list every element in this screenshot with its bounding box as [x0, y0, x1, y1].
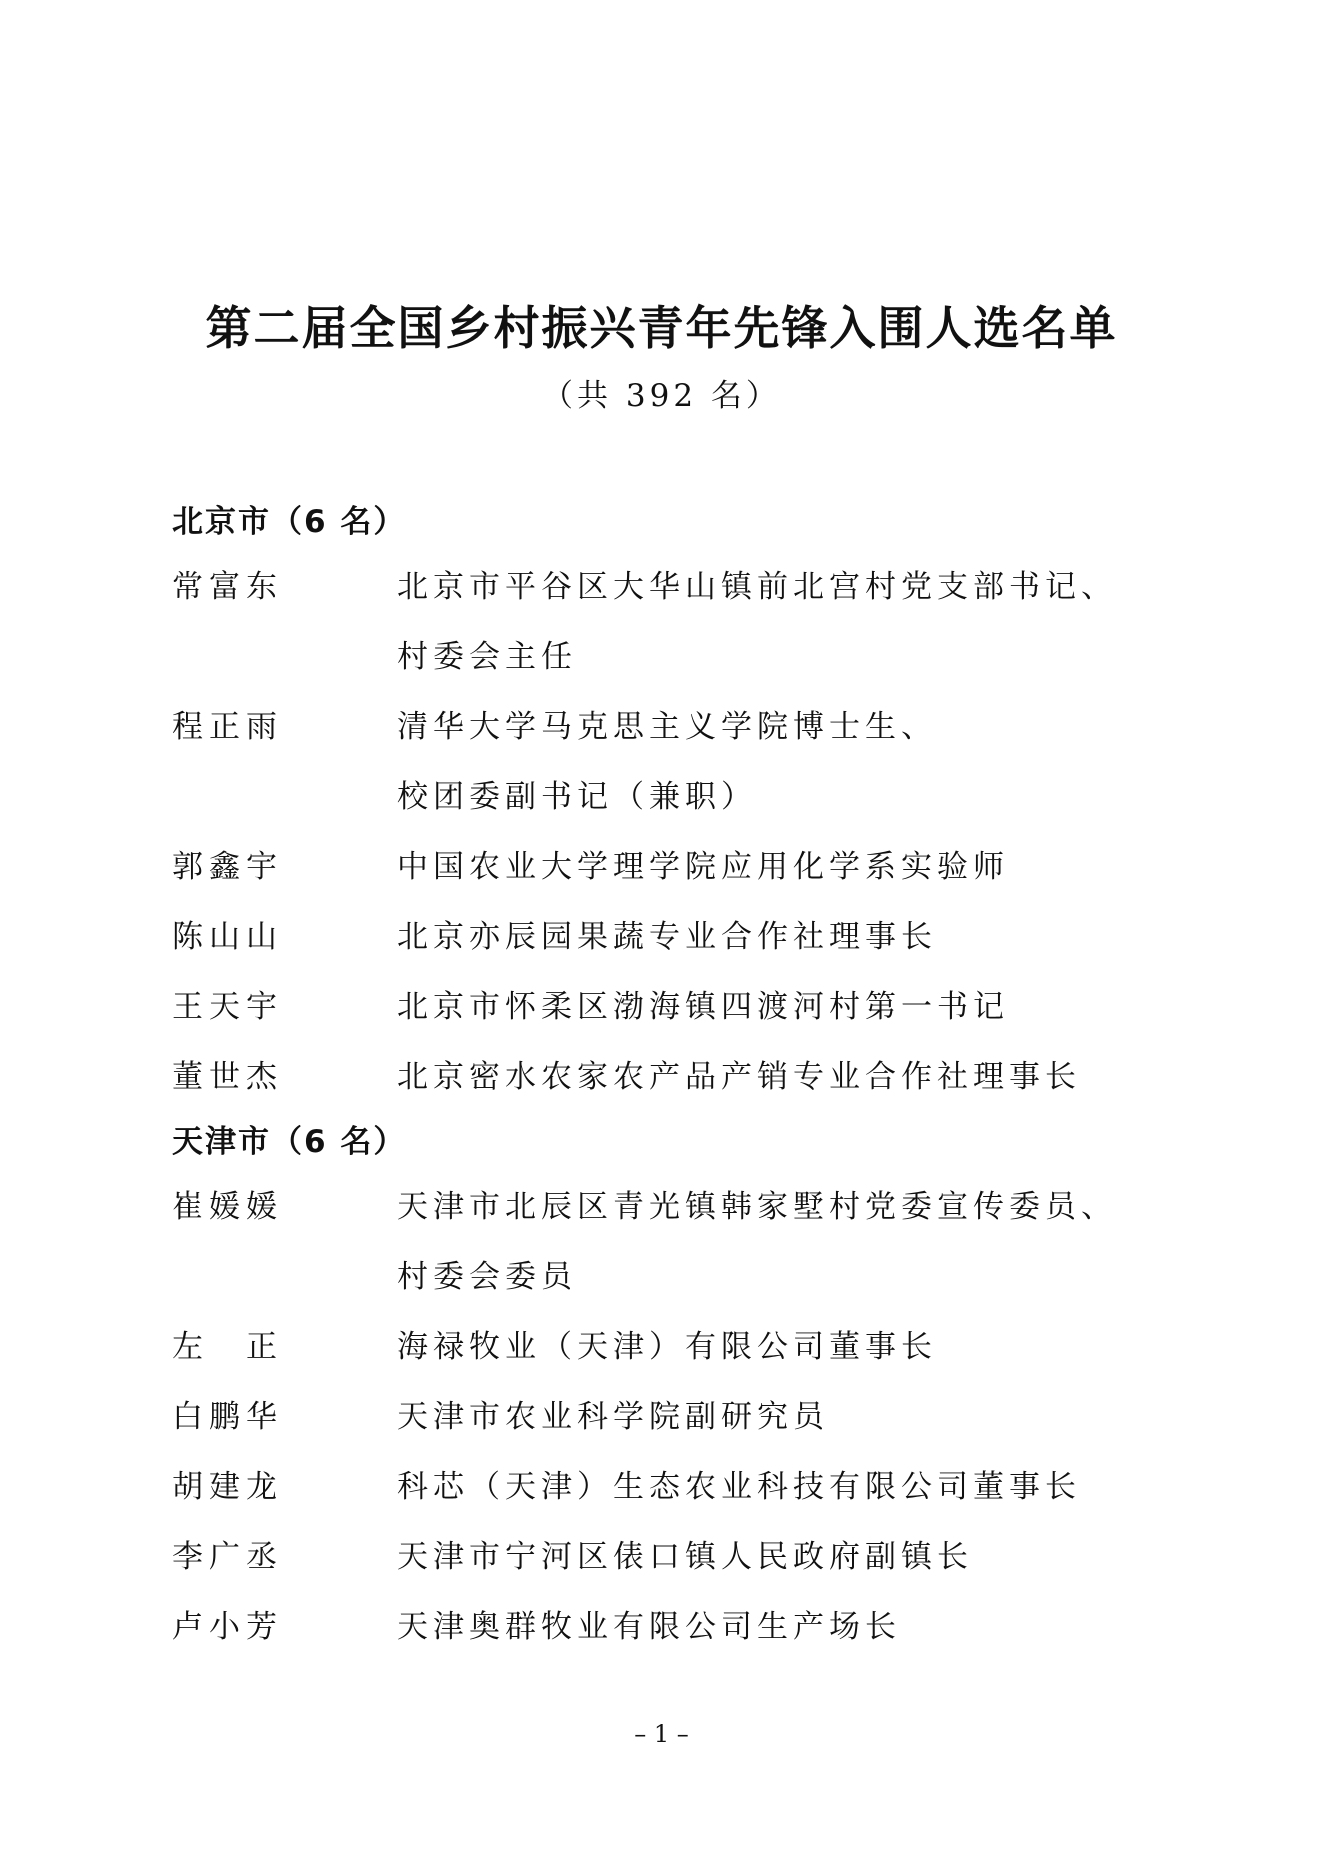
person-role: 科芯（天津）生态农业科技有限公司董事长	[397, 1469, 1081, 1505]
person-name: 王天宇	[172, 989, 283, 1025]
person-name: 左 正	[172, 1329, 283, 1365]
list-item	[172, 692, 1172, 832]
person-role: 北京市平谷区大华山镇前北宫村党支部书记、 村委会主任	[397, 569, 1117, 675]
person-name: 陈山山	[172, 919, 283, 955]
person-role: 海禄牧业（天津）有限公司董事长	[397, 1329, 937, 1365]
person-role: 清华大学马克思主义学院博士生、 校团委副书记（兼职）	[397, 709, 937, 815]
list-item	[172, 1592, 1172, 1662]
person-name: 董世杰	[172, 1059, 283, 1095]
person-role: 天津市宁河区俵口镇人民政府副镇长	[397, 1539, 973, 1575]
list-item	[172, 902, 1172, 972]
person-role: 北京密水农家农产品产销专业合作社理事长	[397, 1059, 1081, 1095]
section-beijing	[172, 492, 1172, 1112]
section-tianjin	[172, 1112, 1172, 1662]
person-role: 天津市北辰区青光镇韩家墅村党委宣传委员、 村委会委员	[397, 1189, 1117, 1295]
list-item	[172, 972, 1172, 1042]
section-heading: 北京市（6 名）	[172, 504, 407, 540]
list-item	[172, 552, 1172, 692]
list-item	[172, 832, 1172, 902]
person-name: 崔媛媛	[172, 1189, 283, 1225]
page-number: – 1 –	[634, 1720, 689, 1748]
person-name: 李广丞	[172, 1539, 283, 1575]
person-name: 程正雨	[172, 709, 283, 745]
person-role: 北京亦辰园果蔬专业合作社理事长	[397, 919, 937, 955]
person-name: 卢小芳	[172, 1609, 283, 1645]
person-name: 常富东	[172, 569, 283, 605]
document-title: 第二届全国乡村振兴青年先锋入围人选名单	[205, 301, 1118, 355]
person-role: 天津奥群牧业有限公司生产场长	[397, 1609, 901, 1645]
list-item	[172, 1042, 1172, 1112]
document-subtitle: （共 392 名）	[542, 378, 781, 414]
section-heading: 天津市（6 名）	[172, 1124, 407, 1160]
list-item	[172, 1382, 1172, 1452]
person-role: 北京市怀柔区渤海镇四渡河村第一书记	[397, 989, 1009, 1025]
person-name: 胡建龙	[172, 1469, 283, 1505]
list-item	[172, 1522, 1172, 1592]
person-role: 天津市农业科学院副研究员	[397, 1399, 829, 1435]
list-item	[172, 1452, 1172, 1522]
list-item	[172, 1312, 1172, 1382]
list-item	[172, 1172, 1172, 1312]
person-name: 白鹏华	[172, 1399, 283, 1435]
person-role: 中国农业大学理学院应用化学系实验师	[397, 849, 1009, 885]
person-name: 郭鑫宇	[172, 849, 283, 885]
